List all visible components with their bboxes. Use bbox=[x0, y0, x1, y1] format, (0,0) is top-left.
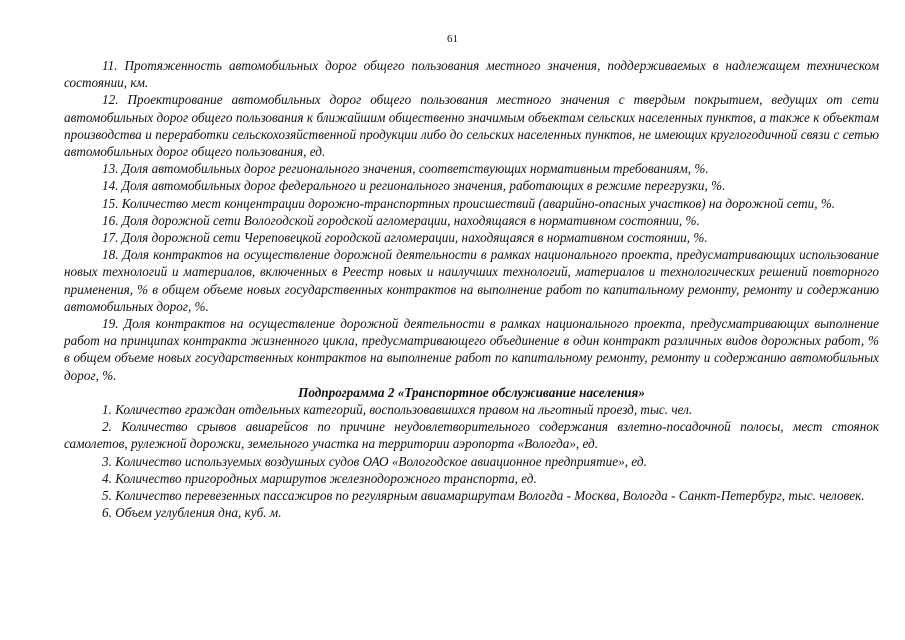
subprogram-heading: Подпрограмма 2 «Транспортное обслуживание населения» bbox=[298, 384, 645, 400]
subprogram-item-3: 3. Количество используемых воздушных судов ОАО «Вологодское авиационное предприятие», ед. bbox=[102, 453, 647, 469]
indicator-item-13: 13. Доля автомобильных дорог регионального значения, соответствующих нормативным требованиям, %. bbox=[102, 161, 709, 177]
indicator-item-19: 19. Доля контрактов на осуществление дорожной деятельности в рамках национального проекта, предусматривающих выполнение работ на принципах контракта жизненного цикла, предусматривающего объединение в один контракт различных видов дорожных работ, % в общем объеме новых государственных контрактов на выполнение работ по капитальному ремонту, ремонту и содержанию автомобильных дорог, %. bbox=[64, 316, 879, 383]
indicator-item-14: 14. Доля автомобильных дорог федерального и регионального значения, работающих в режиме перегрузки, %. bbox=[102, 178, 726, 194]
indicator-item-12: 12. Проектирование автомобильных дорог общего пользования местного значения с твердым покрытием, ведущих от сети автомобильных дорог общего пользования к ближайшим общественно значимым объектам сельских населенных пунктов, а также к объектам производства и переработки сельскохозяйственной продукции либо до сельских населенных пунктов, не имеющих круглогодичной связи с сетью автомобильных дорог общего пользования, ед. bbox=[64, 92, 879, 160]
page-number: 61 bbox=[447, 33, 458, 45]
subprogram-item-4: 4. Количество пригородных маршрутов железнодорожного транспорта, ед. bbox=[102, 470, 537, 486]
indicator-item-11: 11. Протяженность автомобильных дорог общего пользования местного значения, поддерживаемых в надлежащем техническом состоянии, км. bbox=[64, 58, 879, 91]
indicator-item-18: 18. Доля контрактов на осуществление дорожной деятельности в рамках национального проекта, предусматривающих использование новых технологий и материалов, включенных в Реестр новых и наилучших технологий, материалов и технологических решений повторного применения, % в общем объеме новых государственных контрактов на выполнение работ по капитальному ремонту, ремонту и содержанию автомобильных дорог, %. bbox=[64, 247, 879, 314]
subprogram-item-6: 6. Объем углубления дна, куб. м. bbox=[102, 505, 282, 521]
indicator-item-16: 16. Доля дорожной сети Вологодской городской агломерации, находящаяся в нормативном состоянии, %. bbox=[102, 212, 700, 228]
document-body bbox=[64, 57, 879, 521]
subprogram-item-5: 5. Количество перевезенных пассажиров по регулярным авиамаршрутам Вологда - Москва, Вологда - Санкт-Петербург, тыс. человек. bbox=[102, 488, 865, 504]
subprogram-item-2: 2. Количество срывов авиарейсов по причине неудовлетворительного содержания взлетно-посадочной полосы, мест стоянок самолетов, рулежной дорожки, земельного участка на территории аэропорта «Вологда», ед. bbox=[64, 419, 879, 452]
subprogram-item-1: 1. Количество граждан отдельных категорий, воспользовавшихся правом на льготный проезд, тыс. чел. bbox=[102, 402, 693, 418]
indicator-item-17: 17. Доля дорожной сети Череповецкой городской агломерации, находящаяся в нормативном состоянии, %. bbox=[102, 230, 708, 246]
indicator-item-15: 15. Количество мест концентрации дорожно-транспортных происшествий (аварийно-опасных участков) на дорожной сети, %. bbox=[102, 195, 836, 211]
